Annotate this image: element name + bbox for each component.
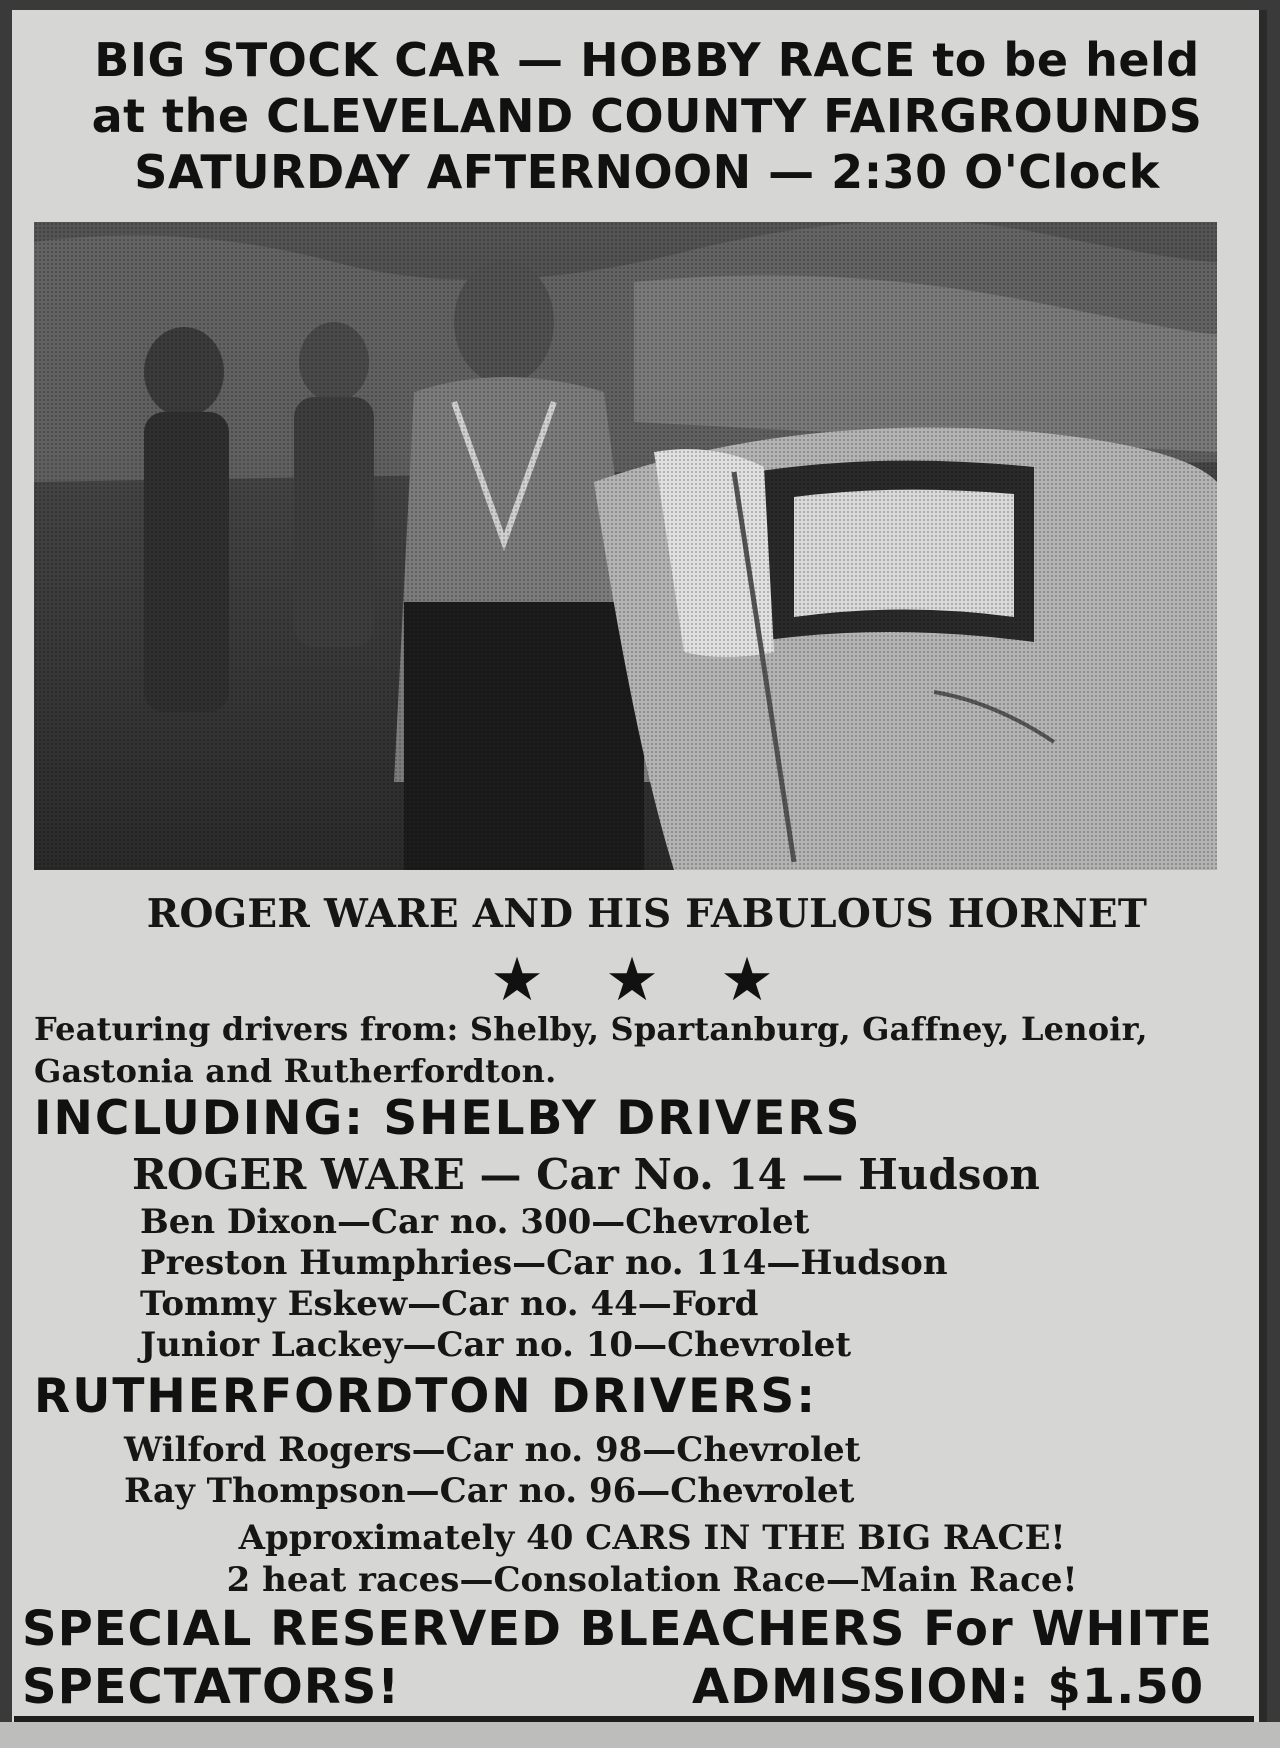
shelby-driver-list [140, 1202, 948, 1366]
star-icon: ★ [490, 945, 544, 1015]
headline-line-1: BIG STOCK CAR — HOBBY RACE to be held [94, 33, 1200, 87]
lead-driver-line: ROGER WARE — Car No. 14 — Hudson [132, 1150, 1040, 1199]
star-row [472, 945, 792, 1015]
shelby-drivers-heading: INCLUDING: SHELBY DRIVERS [34, 1091, 862, 1146]
headline [32, 32, 1262, 200]
driver-entry: Tommy Eskew—Car no. 44—Ford [140, 1284, 759, 1324]
featuring-text: Featuring drivers from: Shelby, Spartanburg, Gaffney, Lenoir, Gastonia and Rutherfordton. [34, 1010, 1148, 1090]
rutherfordton-driver-list [124, 1430, 860, 1512]
spectators-text: SPECTATORS! [22, 1659, 401, 1715]
rutherfordton-drivers-heading: RUTHERFORDTON DRIVERS: [34, 1369, 818, 1424]
race-note-cars: Approximately 40 CARS IN THE BIG RACE! [238, 1518, 1066, 1558]
driver-entry: Ben Dixon—Car no. 300—Chevrolet [140, 1202, 810, 1242]
headline-line-2: at the CLEVELAND COUNTY FAIRGROUNDS [91, 89, 1203, 143]
headline-line-3: SATURDAY AFTERNOON — 2:30 O'Clock [134, 145, 1160, 199]
admission-price: ADMISSION: $1.50 [692, 1659, 1205, 1715]
bleachers-notice: SPECIAL RESERVED BLEACHERS For WHITE [22, 1601, 1213, 1657]
driver-entry: Ray Thompson—Car no. 96—Chevrolet [124, 1471, 855, 1511]
driver-entry: Preston Humphries—Car no. 114—Hudson [140, 1243, 948, 1283]
photo-illustration [34, 222, 1217, 870]
race-car-photo [34, 222, 1217, 870]
newspaper-advertisement [12, 10, 1267, 1725]
star-icon: ★ [605, 945, 659, 1015]
driver-entry: Junior Lackey—Car no. 10—Chevrolet [140, 1325, 852, 1365]
star-icon: ★ [720, 945, 774, 1015]
driver-entry: Wilford Rogers—Car no. 98—Chevrolet [124, 1430, 861, 1470]
photo-caption: ROGER WARE AND HIS FABULOUS HORNET [146, 891, 1148, 937]
bottom-scan-edge [0, 1722, 1280, 1748]
race-note-races: 2 heat races—Consolation Race—Main Race! [226, 1560, 1078, 1600]
